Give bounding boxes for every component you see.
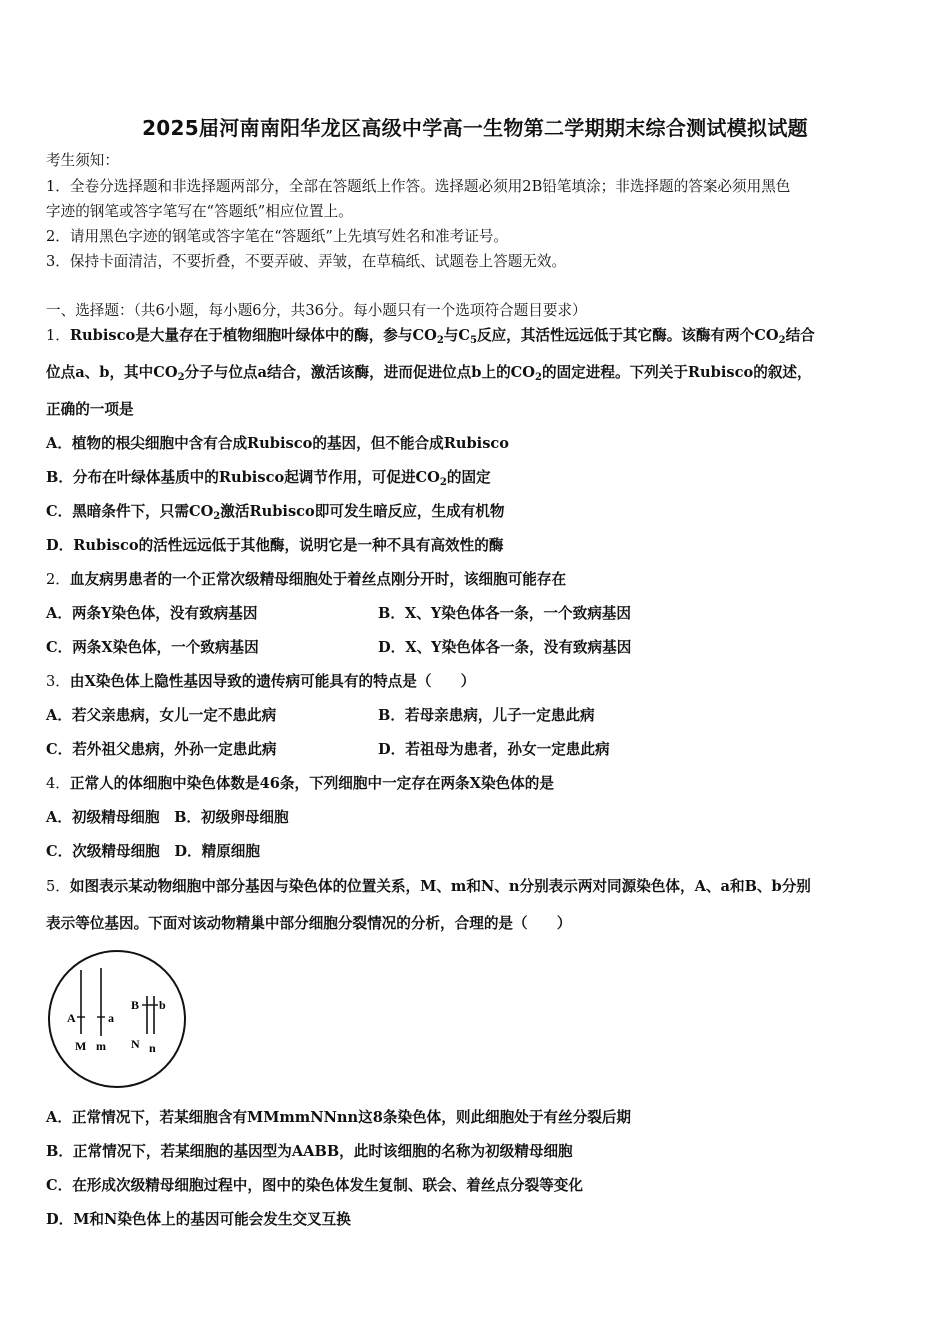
notice-item-1: 1．全卷分选择题和非选择题两部分，全部在答题纸上作答。选择题必须用2B铅笔填涂；非选择题的答案必须用黑色 (46, 178, 791, 195)
label-m: m (96, 1039, 106, 1053)
question-2-option-d: D．X、Y染色体各一条，没有致病基因 (378, 639, 632, 656)
question-5-option-b: B．正常情况下，若某细胞的基因型为AABB，此时该细胞的名称为初级精母细胞 (46, 1143, 573, 1160)
question-number: 4． (46, 775, 70, 792)
notice-heading: 考生须知： (46, 152, 119, 169)
question-4-options-ab: A．初级精母细胞 B．初级卵母细胞 (46, 809, 289, 826)
question-4-stem: 4．正常人的体细胞中染色体数是46条，下列细胞中一定存在两条X染色体的是 (46, 775, 554, 792)
question-3-option-b: B．若母亲患病，儿子一定患此病 (378, 707, 595, 724)
question-2-option-b: B．X、Y染色体各一条，一个致病基因 (378, 605, 631, 622)
question-5-option-d: D．M和N染色体上的基因可能会发生交叉互换 (46, 1211, 351, 1228)
notice-item-1-cont: 字迹的钢笔或答字笔写在“答题纸”相应位置上。 (46, 203, 353, 220)
label-M: M (75, 1039, 87, 1053)
page-title: 2025届河南南阳华龙区高级中学高一生物第二学期期末综合测试模拟试题 (142, 116, 808, 140)
question-2-stem: 2．血友病男患者的一个正常次级精母细胞处于着丝点刚分开时，该细胞可能存在 (46, 571, 567, 588)
question-1-option-c: C．黑暗条件下，只需$CO_2$激活Rubisco即可发生暗反应，生成有机物 (46, 503, 505, 522)
section-heading: 一、选择题：（共6小题，每小题6分，共36分。每小题只有一个选项符合题目要求） (46, 302, 587, 319)
question-2-option-a: A．两条Y染色体，没有致病基因 (46, 605, 258, 622)
question-1-stem-line-1: 1．Rubisco是大量存在于植物细胞叶绿体中的酶，参与$CO_2$与$C_5$反应，其活性远远低于其它酶。该酶有两个$CO_2$结合 (46, 327, 815, 346)
notice-item-2: 2．请用黑色字迹的钢笔或答字笔在“答题纸”上先填写姓名和准考证号。 (46, 228, 509, 245)
question-5-stem-line-2: 表示等位基因。下面对该动物精巢中部分细胞分裂情况的分析，合理的是（ ） (46, 915, 572, 932)
question-1-option-d: D．Rubisco的活性远远低于其他酶，说明它是一种不具有高效性的酶 (46, 537, 504, 554)
question-number: 5． (46, 878, 70, 895)
question-5-option-a: A．正常情况下，若某细胞含有MMmmNNnn这8条染色体，则此细胞处于有丝分裂后期 (46, 1109, 631, 1126)
question-number: 1． (46, 327, 70, 344)
label-A: A (67, 1011, 76, 1025)
question-3-option-d: D．若祖母为患者，孙女一定患此病 (378, 741, 610, 758)
question-3-option-c: C．若外祖父患病，外孙一定患此病 (46, 741, 277, 758)
label-a: a (108, 1011, 114, 1025)
label-B: B (131, 998, 140, 1012)
question-5-stem-line-1: 5．如图表示某动物细胞中部分基因与染色体的位置关系，M、m和N、n分别表示两对同源染色体，A、a和B、b分别 (46, 878, 811, 895)
label-n: n (149, 1041, 156, 1055)
question-1-option-a: A．植物的根尖细胞中含有合成Rubisco的基因，但不能合成Rubisco (46, 435, 510, 452)
notice-item-3: 3．保持卡面清洁，不要折叠，不要弄破、弄皱，在草稿纸、试题卷上答题无效。 (46, 253, 567, 270)
question-4-options-cd: C．次级精母细胞 D．精原细胞 (46, 843, 260, 860)
label-N: N (131, 1037, 140, 1051)
question-5-option-c: C．在形成次级精母细胞过程中，图中的染色体发生复制、联会、着丝点分裂等变化 (46, 1177, 583, 1194)
question-1-option-b: B．分布在叶绿体基质中的Rubisco起调节作用，可促进$CO_2$的固定 (46, 469, 491, 488)
chromosome-diagram (44, 946, 190, 1092)
label-b: b (159, 998, 166, 1012)
question-2-option-c: C．两条X染色体，一个致病基因 (46, 639, 259, 656)
question-3-option-a: A．若父亲患病，女儿一定不患此病 (46, 707, 277, 724)
question-number: 3． (46, 673, 70, 690)
question-3-stem: 3．由X染色体上隐性基因导致的遗传病可能具有的特点是（ ） (46, 673, 476, 690)
question-1-stem-line-2: 位点a、b，其中$CO_2$分子与位点a结合，激活该酶，进而促进位点b上的$CO_2$的固定进程。下列关于Rubisco的叙述， (46, 364, 812, 383)
question-number: 2． (46, 571, 70, 588)
question-1-stem-line-3: 正确的一项是 (46, 401, 134, 418)
